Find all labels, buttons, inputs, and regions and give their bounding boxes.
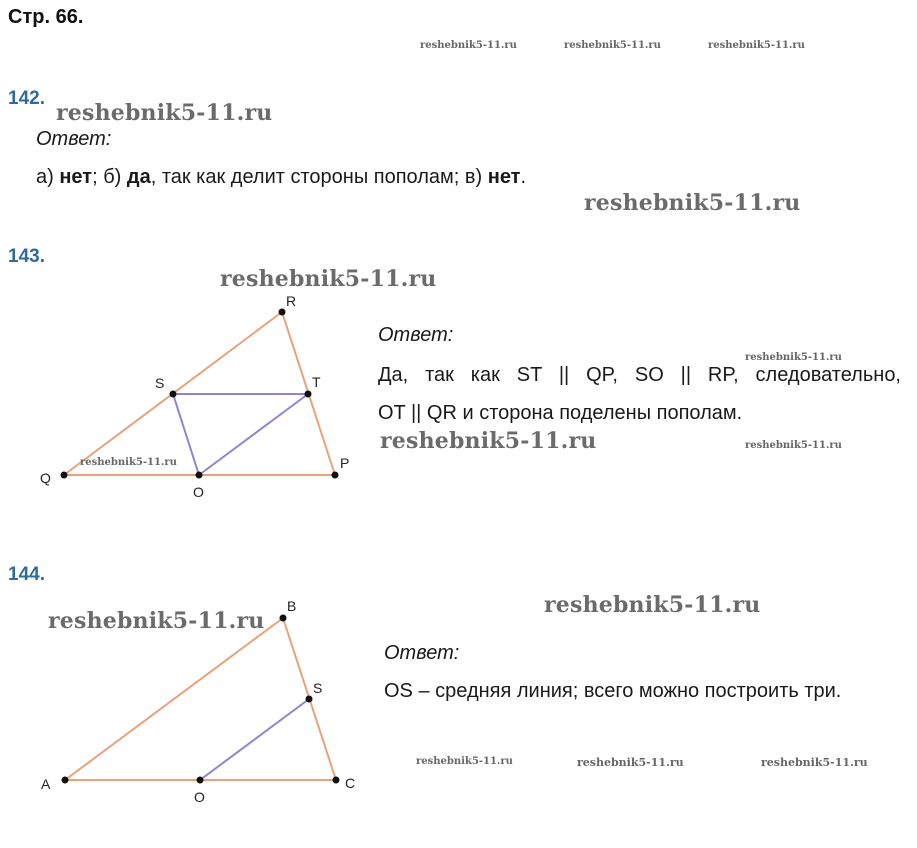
point-s bbox=[306, 696, 313, 703]
vertex-label-r: R bbox=[286, 293, 297, 309]
watermark: reshebnik5-11.ru bbox=[708, 40, 805, 51]
watermark: reshebnik5-11.ru bbox=[80, 457, 177, 468]
vertex-label-s: S bbox=[313, 680, 323, 696]
answer-line2-143: OT || QR и сторона поделены пополам. bbox=[378, 402, 743, 424]
vertex-label-s: S bbox=[155, 375, 165, 391]
task-number-143: 143. bbox=[8, 246, 45, 267]
answer-line1-144: OS – средняя линия; всего можно построить три. bbox=[384, 680, 842, 702]
point-t bbox=[305, 391, 312, 398]
vertex-label-q: Q bbox=[40, 470, 51, 486]
watermark: reshebnik5-11.ru bbox=[420, 40, 517, 51]
point-r bbox=[279, 309, 286, 316]
vertex-label-b: B bbox=[287, 598, 297, 614]
vertex-label-p: P bbox=[340, 455, 350, 471]
point-c bbox=[333, 777, 340, 784]
triangle-abc bbox=[65, 618, 336, 780]
watermark: reshebnik5-11.ru bbox=[761, 756, 868, 769]
vertex-label-a: A bbox=[41, 776, 51, 792]
vertex-label-o: O bbox=[193, 484, 204, 500]
vertex-label-o: O bbox=[194, 789, 205, 805]
watermark: reshebnik5-11.ru bbox=[416, 756, 513, 767]
watermark: reshebnik5-11.ru bbox=[577, 756, 684, 769]
midlines-143 bbox=[173, 394, 308, 475]
page-header: Стр. 66. bbox=[8, 6, 84, 28]
point-s bbox=[170, 391, 177, 398]
watermark: reshebnik5-11.ru bbox=[56, 100, 273, 126]
answer-label-144: Ответ: bbox=[384, 642, 460, 664]
watermark: reshebnik5-11.ru bbox=[564, 40, 661, 51]
segment-ot bbox=[199, 394, 308, 475]
watermark: reshebnik5-11.ru bbox=[584, 190, 801, 216]
point-o bbox=[196, 472, 203, 479]
watermark: reshebnik5-11.ru bbox=[48, 608, 265, 634]
task-number-144: 144. bbox=[8, 564, 45, 585]
segment-os bbox=[200, 699, 309, 780]
answer-label-142: Ответ: bbox=[36, 128, 112, 150]
watermark: reshebnik5-11.ru bbox=[745, 440, 842, 451]
point-p bbox=[332, 472, 339, 479]
point-a bbox=[62, 777, 69, 784]
answer-line1-143: Да, так как ST || QP, SO || RP, следовательно, bbox=[378, 364, 901, 386]
side-ab bbox=[65, 618, 283, 780]
answer-text-142: а) нет; б) да, так как делит стороны пополам; в) нет. bbox=[36, 166, 527, 188]
watermark: reshebnik5-11.ru bbox=[380, 428, 597, 454]
task-number-142: 142. bbox=[8, 88, 45, 109]
vertex-label-t: T bbox=[312, 374, 321, 390]
answer-label-143: Ответ: bbox=[378, 324, 454, 346]
point-o bbox=[197, 777, 204, 784]
point-b bbox=[280, 615, 287, 622]
point-q bbox=[61, 472, 68, 479]
watermark: reshebnik5-11.ru bbox=[544, 592, 761, 618]
watermark: reshebnik5-11.ru bbox=[745, 352, 842, 363]
watermark: reshebnik5-11.ru bbox=[220, 266, 437, 292]
vertex-label-c: C bbox=[345, 775, 356, 791]
